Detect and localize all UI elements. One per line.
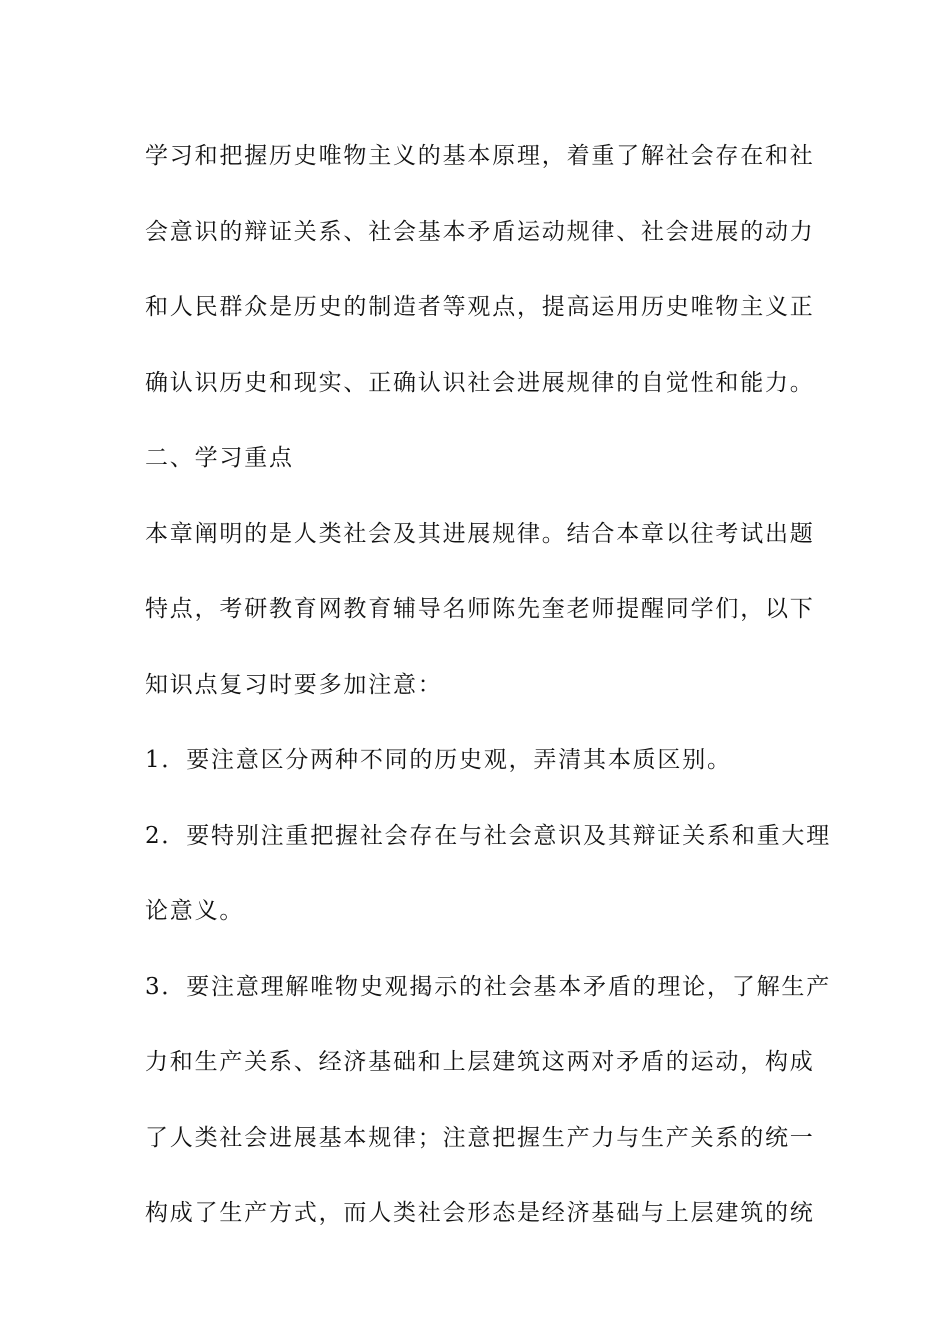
text-line: 论意义。 [145, 898, 245, 924]
list-item-1: 1．要注意区分两种不同的历史观，弄清其本质区别。 [145, 747, 732, 773]
text-line: 特点，考研教育网教育辅导名师陈先奎老师提醒同学们，以下 [145, 596, 815, 622]
list-item-3: 3．要注意理解唯物史观揭示的社会基本矛盾的理论，了解生产 [145, 973, 832, 1000]
text-line: 确认识历史和现实、正确认识社会进展规律的自觉性和能力。 [145, 369, 815, 396]
text-line: 了人类社会进展基本规律；注意把握生产力与生产关系的统一 [145, 1124, 815, 1151]
text-line: 构成了生产方式，而人类社会形态是经济基础与上层建筑的统 [145, 1200, 815, 1226]
text-line: 和人民群众是历史的制造者等观点，提高运用历史唯物主义正 [145, 294, 815, 320]
text-line: 会意识的辩证关系、社会基本矛盾运动规律、社会进展的动力 [145, 218, 815, 245]
text-line: 知识点复习时要多加注意： [145, 671, 443, 698]
body-text [145, 133, 832, 1266]
list-item-2: 2．要特别注重把握社会存在与社会意识及其辩证关系和重大理 [145, 822, 832, 849]
text-line: 学习和把握历史唯物主义的基本原理，着重了解社会存在和社 [145, 143, 815, 169]
text-line: 力和生产关系、经济基础和上层建筑这两对矛盾的运动，构成 [145, 1049, 815, 1075]
text-line: 本章阐明的是人类社会及其进展规律。结合本章以往考试出题 [145, 520, 815, 547]
section-heading: 二、学习重点 [145, 445, 294, 471]
